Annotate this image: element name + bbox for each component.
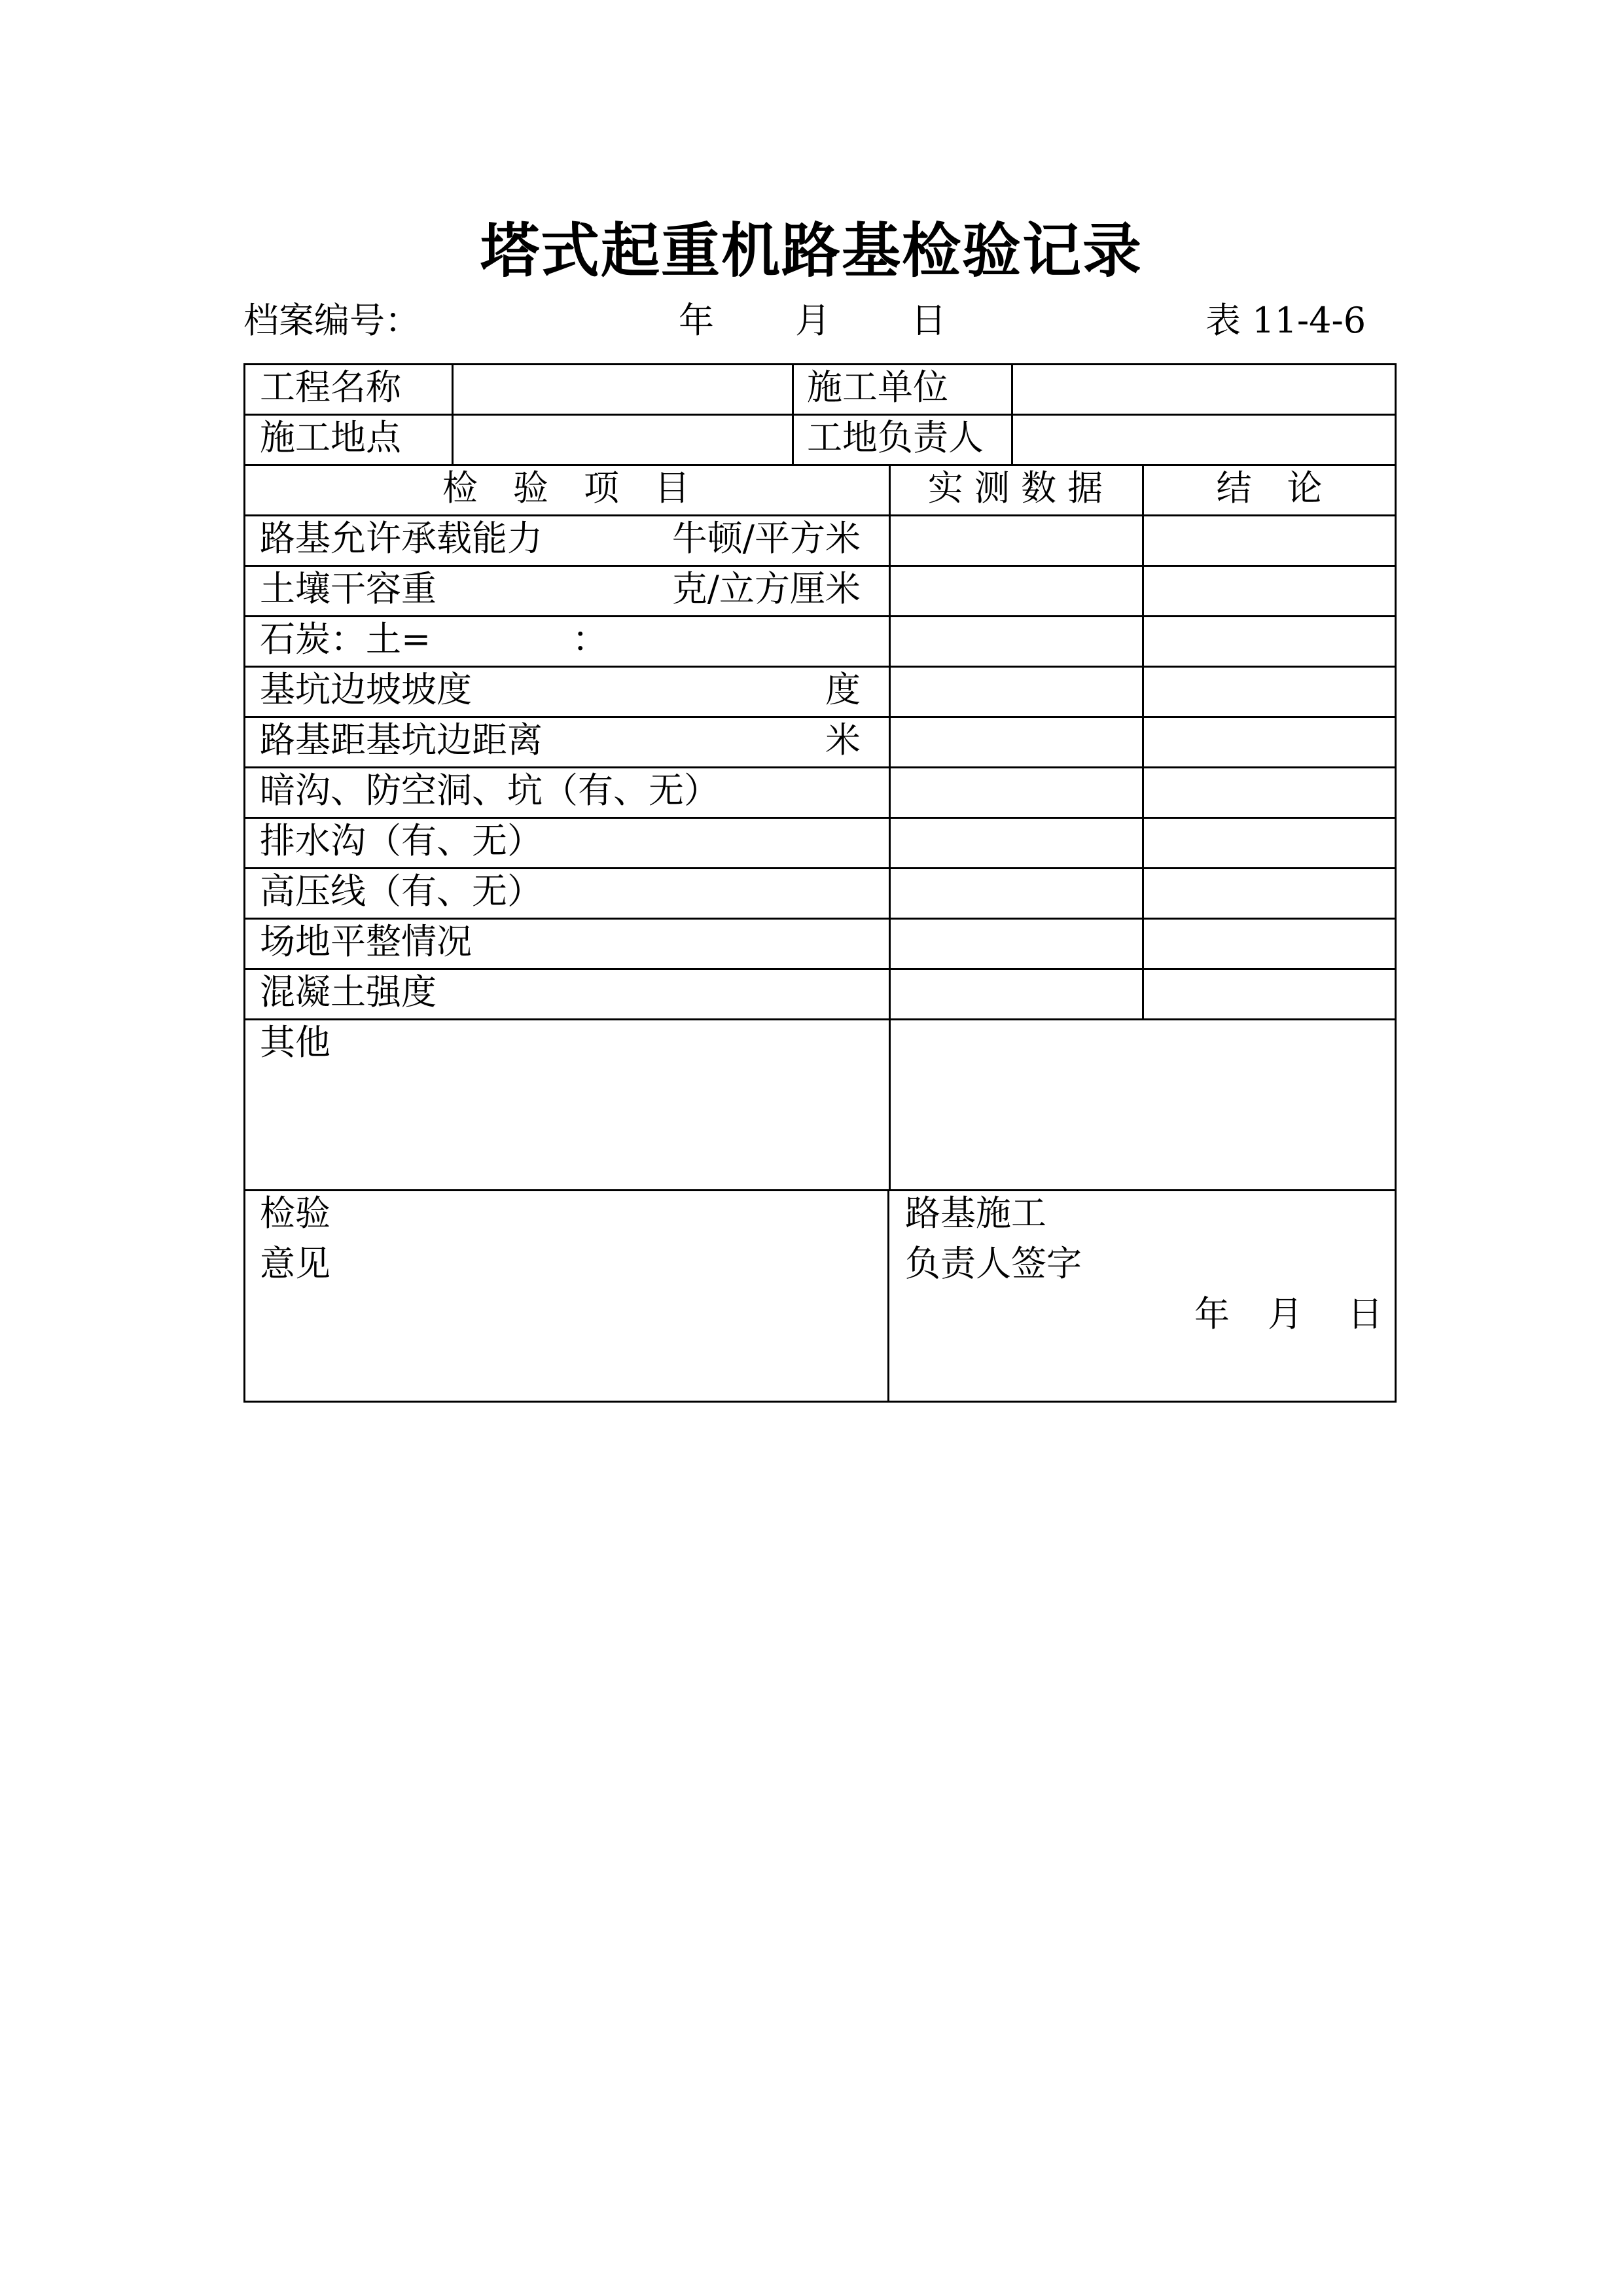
roadbed-manager-signature-label: 负责人签字 bbox=[905, 1243, 1082, 1284]
item-unit: 克/立方厘米 bbox=[671, 568, 861, 609]
item-unit: 度 bbox=[825, 669, 861, 710]
header-month-label: 月 bbox=[795, 300, 830, 341]
item-name: 高压线（有、无） bbox=[260, 870, 543, 912]
item-name: 排水沟（有、无） bbox=[260, 820, 543, 861]
sign-day-label: 日 bbox=[1347, 1293, 1383, 1335]
construction-unit-label: 施工单位 bbox=[807, 367, 948, 408]
item-name: 暗沟、防空洞、坑（有、无） bbox=[260, 770, 719, 811]
site-label: 施工地点 bbox=[260, 417, 401, 458]
item-name: 场地平整情况 bbox=[260, 921, 472, 962]
header-inspection-item: 检 验 项 目 bbox=[442, 467, 690, 509]
project-name-label: 工程名称 bbox=[260, 367, 401, 408]
header-measured-data: 实 测 数 据 bbox=[927, 467, 1103, 509]
table-number-label: 表 11-4-6 bbox=[1205, 300, 1366, 341]
roadbed-manager-label: 路基施工 bbox=[905, 1193, 1046, 1234]
item-unit: 牛顿/平方米 bbox=[671, 518, 861, 559]
header-conclusion: 结 论 bbox=[1216, 467, 1323, 509]
item-name: 基坑边坡坡度 bbox=[260, 669, 472, 710]
item-name: 路基距基坑边距离 bbox=[260, 719, 543, 761]
archive-number-label: 档案编号： bbox=[243, 300, 420, 341]
page-title: 塔式起重机路基检验记录 bbox=[480, 217, 1143, 285]
inspection-opinion-label: 检验 bbox=[260, 1193, 330, 1234]
item-name: 混凝土强度 bbox=[260, 971, 437, 1013]
header-year-label: 年 bbox=[679, 300, 714, 341]
site-manager-label: 工地负责人 bbox=[807, 417, 984, 458]
header-day-label: 日 bbox=[911, 300, 946, 341]
other-label: 其他 bbox=[260, 1022, 330, 1063]
sign-year-label: 年 bbox=[1194, 1293, 1230, 1335]
item-name: 石炭：土= ： bbox=[260, 619, 608, 660]
item-unit: 米 bbox=[825, 719, 861, 761]
inspection-opinion-label-line2: 意见 bbox=[260, 1243, 330, 1284]
sign-month-label: 月 bbox=[1268, 1293, 1303, 1335]
item-name: 土壤干容重 bbox=[260, 568, 437, 609]
item-name: 路基允许承载能力 bbox=[260, 518, 543, 559]
